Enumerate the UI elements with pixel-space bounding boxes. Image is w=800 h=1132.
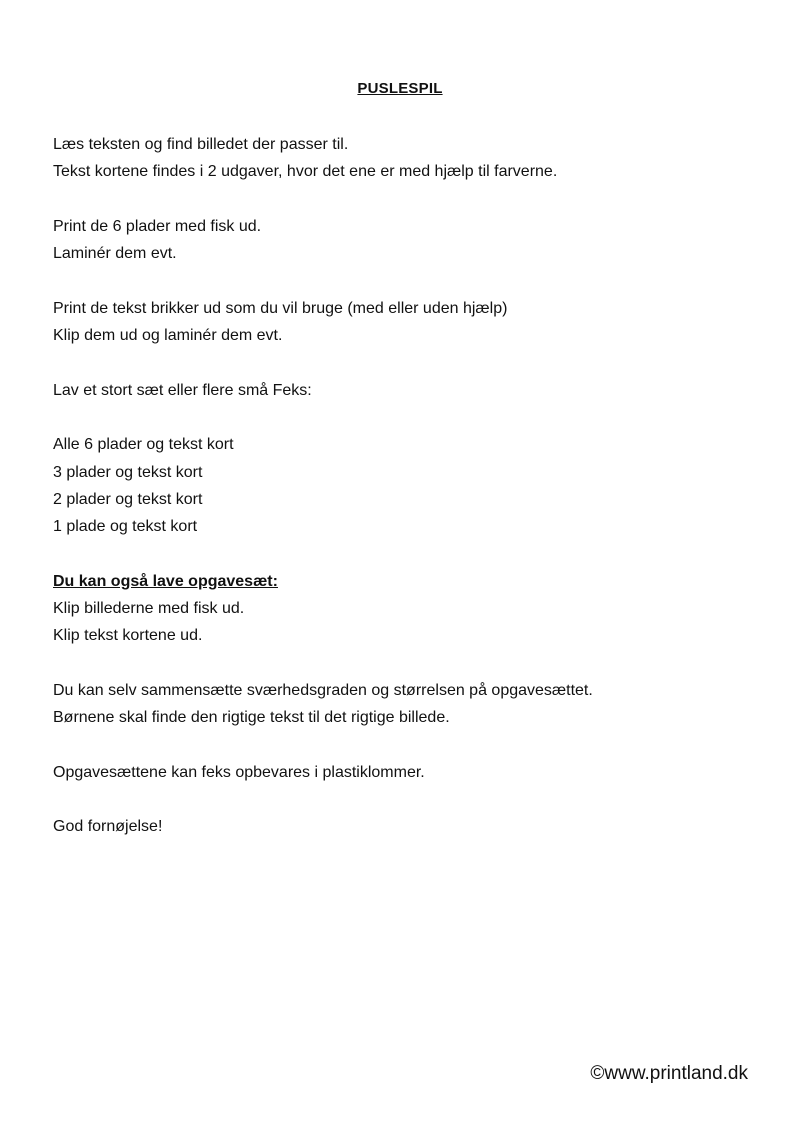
list-item: 2 plader og tekst kort (53, 490, 203, 508)
paragraph-line: Print de 6 plader med fisk ud. (53, 217, 262, 235)
paragraph-line: Print de tekst brikker ud som du vil bruge (med eller uden hjælp) (53, 299, 508, 317)
closing-line: God fornøjelse! (53, 818, 163, 836)
paragraph-gap (53, 186, 753, 213)
paragraph-line: Du kan selv sammensætte sværhedsgraden og størrelsen på opgavesættet. (53, 681, 593, 699)
paragraph-gap (53, 650, 753, 677)
paragraph-line: Tekst kortene findes i 2 udgaver, hvor det ene er med hjælp til farverne. (53, 163, 558, 181)
paragraph-gap (53, 732, 753, 759)
paragraph-line: Børnene skal finde den rigtige tekst til det rigtige billede. (53, 709, 450, 727)
paragraph-gap (53, 540, 753, 567)
list-item: 3 plader og tekst kort (53, 463, 203, 481)
paragraph-gap (53, 786, 753, 813)
list-item: Alle 6 plader og tekst kort (53, 436, 234, 454)
paragraph-line: Lav et stort sæt eller flere små Feks: (53, 381, 312, 399)
paragraph-gap (53, 349, 753, 376)
paragraph-line: Opgavesættene kan feks opbevares i plastiklommer. (53, 763, 425, 781)
paragraph-line: Klip billederne med fisk ud. (53, 600, 245, 618)
paragraph-line: Laminér dem evt. (53, 245, 177, 263)
document-title: PUSLESPIL (357, 80, 443, 97)
paragraph-line: Klip tekst kortene ud. (53, 627, 203, 645)
paragraph-line: Klip dem ud og laminér dem evt. (53, 327, 283, 345)
paragraph-gap (53, 267, 753, 294)
section-heading: Du kan også lave opgavesæt: (53, 572, 278, 590)
document-body (53, 131, 753, 841)
list-item: 1 plade og tekst kort (53, 518, 198, 536)
paragraph-gap (53, 404, 753, 431)
paragraph-line: Læs teksten og find billedet der passer til. (53, 136, 349, 153)
copyright-footer: ©www.printland.dk (590, 1063, 748, 1084)
